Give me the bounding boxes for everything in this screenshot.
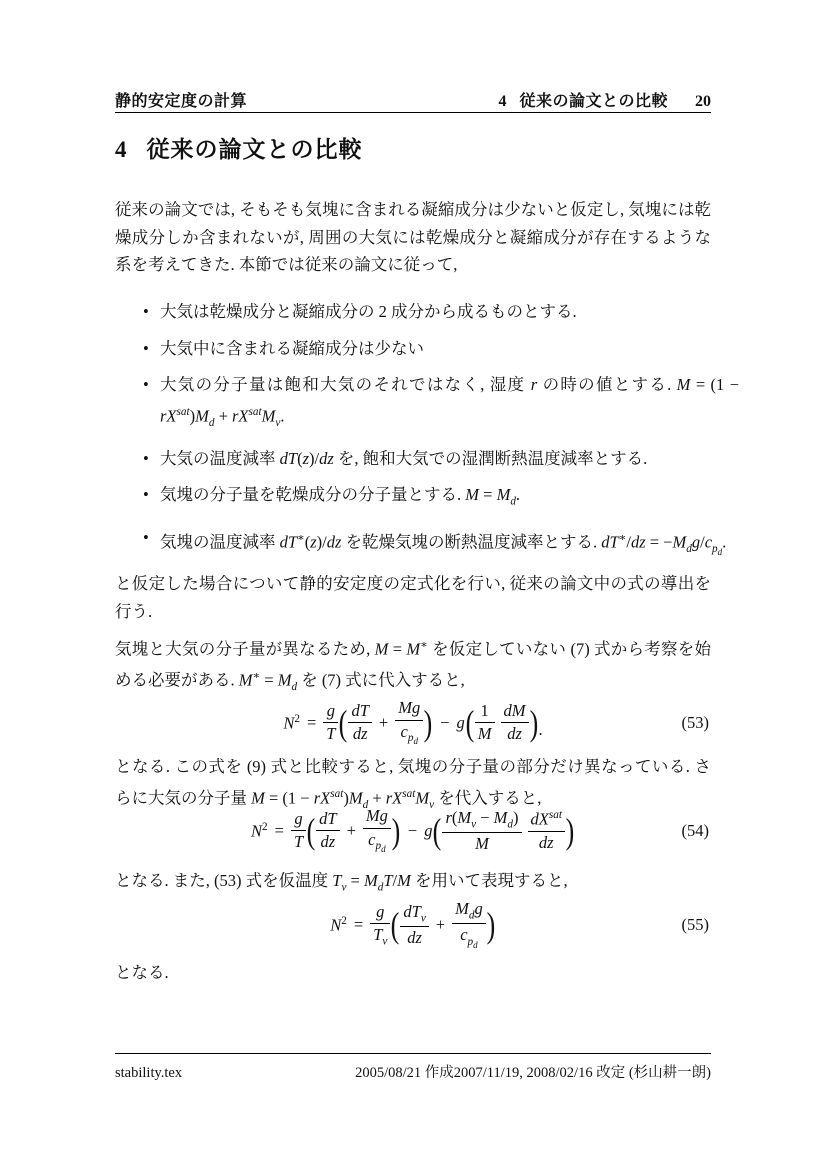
header-section-ref [498, 88, 711, 111]
header-section-title: 従来の論文との比較 [519, 93, 668, 110]
section-number: 4 [115, 137, 127, 162]
equation-53-content: $N^2$ = $\frac{g}{T}$ ( dT dz + Mg $c_{p_d}$ ) − g ( 1 M dM dz ) . [283, 698, 543, 747]
header-rule [115, 112, 711, 113]
list-item: • 大気中に含まれる凝縮成分は少ない [143, 336, 739, 363]
footer-filename: stability.tex [115, 1065, 183, 1081]
paragraph-intro: 従来の論文では, そもそも気塊に含まれる凝縮成分は少ないと仮定し, 気塊には乾燥成分しか含まれないが, 周囲の大気には乾燥成分と凝縮成分が存在するような系を考えてきた. 本節では従来の論文に従って, [115, 200, 711, 274]
list-item: • 気塊の分子量を乾燥成分の分子量とする. $M = M_d$. [143, 482, 739, 515]
list-item: • 大気は乾燥成分と凝縮成分の 2 成分から成るものとする. [143, 299, 739, 326]
assumption-list [143, 299, 739, 576]
equation-53 [115, 691, 711, 755]
equation-54-content: $N^2$ = $\frac{g}{T}$ ( dT dz + Mg $c_{p_d}$ ) − g ( $r(M_v - M_d)$ M $dX^{sat}$ dz ) [251, 806, 575, 855]
equation-54 [115, 799, 711, 863]
equation-53-number: (53) [681, 713, 709, 732]
paragraph-compare: となる. この式を (9) 式と比較すると, 気塊の分子量の部分だけ異なっている. さらに大気の分子量 $M = (1 - rX^{sat})M_d + rX^{sat}M_v$ を代入すると, [115, 757, 711, 811]
paragraph-formulate: と仮定した場合について静的安定度の定式化を行い, 従来の論文中の式の導出を行う. [115, 574, 711, 621]
paragraph-consider: 気塊と大気の分子量が異なるため, M = M∗ を仮定していない (7) 式から考察を始める必要がある. $M^∗ = M_d$ を (7) 式に代入すると, [115, 639, 712, 693]
page-header [115, 88, 711, 111]
header-section-number: 4 [498, 93, 507, 110]
paragraph-end: となる. [115, 963, 169, 982]
list-item: • 気塊の温度減率 dT∗(z)/dz を乾燥気塊の断熱温度減率とする. $dT^∗/dz = -M_dg/c_{p_d}$. [143, 525, 739, 566]
equation-54-number: (54) [681, 821, 709, 840]
header-page-number: 20 [695, 93, 711, 110]
equation-55-number: (55) [681, 915, 709, 934]
section-heading [115, 131, 711, 164]
equation-55-content: $N^2$ = $\frac{g}{T_v}$ ( $dT_v$ dz + $M_dg$ $c_{p_d}$ ) [330, 898, 496, 950]
header-doc-title: 静的安定度の計算 [115, 93, 248, 110]
footer-revision-dates: 2005/08/21 作成2007/11/19, 2008/02/16 改定 (杉山耕一朗) [355, 1065, 711, 1081]
paragraph-virtual-temp: となる. また, (53) 式を仮温度 $T_v = M_dT/M$ を用いて表現すると, [115, 871, 568, 894]
list-item: • 大気の分子量は飽和大気のそれではなく, 湿度 r の時の値とする. $M = (1 - rX^{sat})M_d + rX^{sat}M_v$. [143, 372, 739, 436]
page-footer [115, 1053, 711, 1082]
footer-rule [115, 1053, 711, 1054]
equation-55 [115, 893, 711, 957]
list-item: • 大気の温度減率 dT(z)/dz を, 飽和大気での湿潤断熱温度減率とする. [143, 446, 739, 473]
section-title: 従来の論文との比較 [146, 136, 363, 162]
